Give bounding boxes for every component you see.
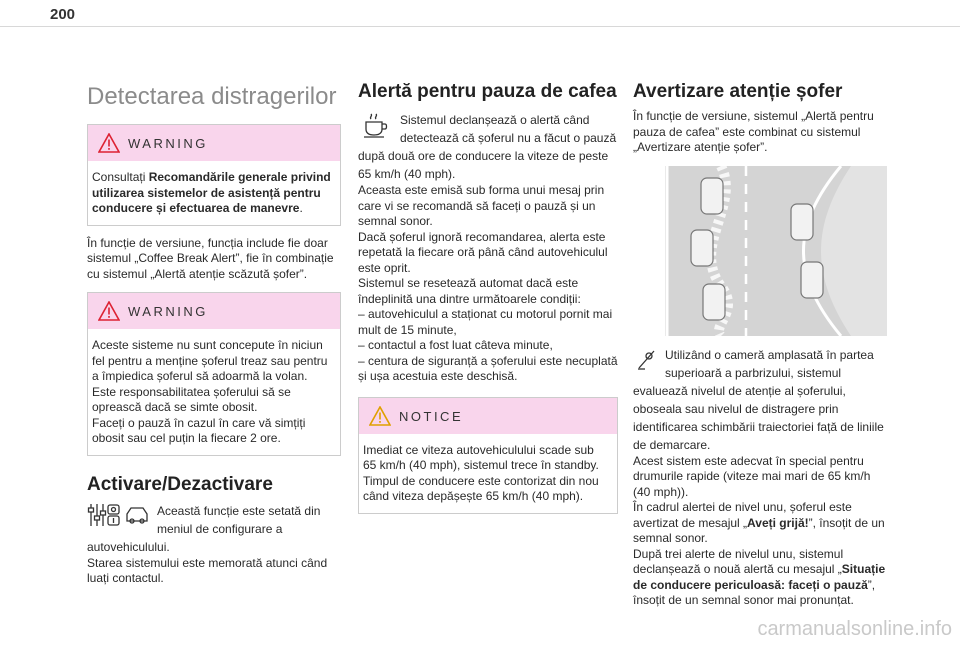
notice-box	[358, 397, 618, 514]
coffee-repeat-text: Dacă șoferul ignoră recomandarea, alerta este repetată la fiecare oră până când autovehiculul este oprit.	[358, 229, 608, 275]
alert-message-2: Situație de conducere periculoasă: faceți o pauză	[633, 562, 886, 592]
page-number: 200	[50, 6, 76, 23]
coffee-message-text: Aceasta este emisă sub forma unui mesaj prin care vi se recomandă să faceți o pauză și un semnal sonor.	[358, 183, 605, 228]
warning-triangle-icon	[98, 133, 120, 153]
warning-triangle-icon	[98, 301, 120, 321]
version-paragraph: În funcție de versiune, funcția include fie doar sistemul „Coffee Break Alert”, fie în combinație cu sistemul „Alertă atenție scăzută șofer”.	[87, 235, 334, 281]
warning-box-2	[87, 292, 341, 456]
camera-icon	[637, 348, 657, 370]
warning-bold-ref: Recomandările generale privind utilizarea sistemelor de asistență pentru conducere și efectuarea de manevre	[92, 170, 331, 215]
column-detection	[87, 75, 341, 597]
warning-label: WARNING	[128, 136, 208, 151]
coffee-reset-text: Sistemul se resetează automat dacă este îndeplinită una dintre următoarele condiții:	[358, 276, 581, 306]
attention-intro: În funcție de versiune, sistemul „Alertă pentru pauza de cafea” este combinat cu sistemul „Avertizare atenție șofer”.	[633, 109, 874, 154]
camera-row	[633, 346, 889, 454]
vehicle-settings-icon	[87, 502, 151, 528]
attention-level2-text: După trei alerte de nivelul unu, sistemul declanșează o nouă alertă cu mesajul „Situație de conducere periculoasă: faceți o pauză”, însoțit de un semnal sonor mai pronunțat.	[633, 546, 886, 607]
warning-label: WARNING	[128, 304, 208, 319]
road-diagram	[651, 166, 887, 336]
list-item: – centura de siguranță a șoferului este necuplată și ușa acestuia este deschisă.	[358, 353, 618, 383]
attention-road-text: Acest sistem este adecvat în special pentru drumurile rapide (viteze mai mari de 65 km/h (40 mph)).	[633, 453, 871, 499]
warning-header	[88, 293, 340, 329]
notice-label: NOTICE	[399, 408, 464, 424]
alert-message-1: Aveți grijă!	[747, 515, 809, 530]
attention-level1-text: În cadrul alertei de nivel unu, șoferul este avertizat de mesajul „Aveți grijă!”, însoțit de un semnal sonor.	[633, 500, 885, 545]
watermark: carmanualsonline.info	[757, 618, 952, 640]
notice-text: Imediat ce viteza autovehiculului scade sub 65 km/h (40 mph), sistemul trece în standby. Timpul de conducere este contorizat din nou când viteza depășește 65 km/h (40 mph).	[363, 442, 599, 503]
warning-text: Aceste sisteme nu sunt concepute în niciun fel pentru a menține șoferul treaz sau pentru a împiedica șoferul să adoarmă la volan. Este responsabilitatea șoferului să se oprească dacă se simte obosit. Faceți o pauză în cazul în care vă simțiți obosit sau cel puțin la fiecare 2 ore.	[92, 338, 328, 445]
section-title-activation: Activare/Dezactivare	[87, 473, 273, 495]
section-title-coffee: Alertă pentru pauza de cafea	[358, 81, 617, 102]
warning-text: Consultați Recomandările generale privind utilizarea sistemelor de asistență pentru conducere și efectuarea de manevre.	[92, 170, 331, 215]
warning-header	[88, 125, 340, 161]
lane-drift-illustration	[633, 166, 887, 336]
camera-text: Utilizând o cameră amplasată în partea superioară a parbrizului, sistemul evaluează nivelul de atenție al șoferului, oboseala sau nivelul de distragere prin identificarea schimbării traiectoriei față de liniile de demarcare.	[633, 347, 884, 452]
page-title: Detectarea distragerilor	[87, 83, 337, 110]
header-divider	[0, 26, 960, 27]
coffee-intro-text: Sistemul declanșează o alertă când detectează că șoferul nu a făcut o pauză după două ore de conducere la viteze de peste 65 km/h (40 mph).	[358, 113, 617, 181]
notice-header	[359, 398, 617, 434]
column-driver-attention	[633, 75, 889, 609]
list-item: – contactul a fost luat câteva minute,	[358, 338, 553, 352]
warning-box-1	[87, 124, 341, 226]
activation-text: Această funcție este setată din meniul de configurare a autovehiculului.	[87, 503, 321, 554]
column-coffee-break	[358, 75, 618, 524]
coffee-cup-icon	[362, 111, 390, 139]
notice-triangle-icon	[369, 406, 391, 426]
activation-row	[87, 502, 341, 556]
list-item: – autovehiculul a staționat cu motorul pornit mai mult de 15 minute,	[358, 307, 613, 337]
coffee-intro-row	[358, 111, 618, 183]
section-title-attention: Avertizare atenție șofer	[633, 81, 843, 102]
memory-text: Starea sistemului este memorată atunci când luați contactul.	[87, 555, 328, 585]
